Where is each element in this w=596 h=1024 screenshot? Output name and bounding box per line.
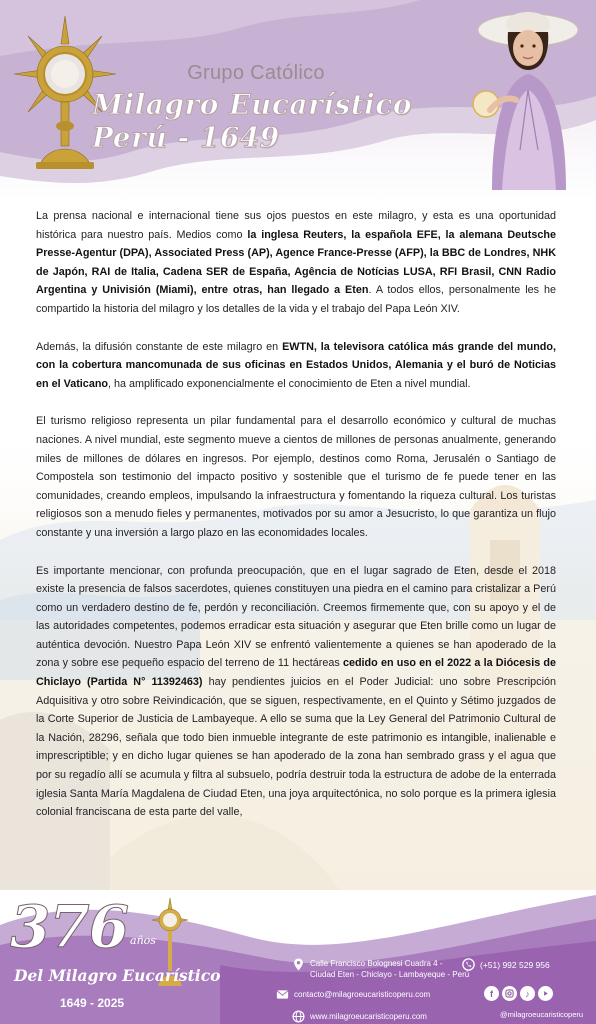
- phone-number: (+51) 992 529 956: [480, 959, 550, 970]
- paragraph-3: El turismo religioso representa un pilar fundamental para el desarrollo económico y cultural de muchas naciones. A nivel mundial, este segmento mueve a cientos de millones de personas anualmente, generando miles de millones de dólares en ingresos. Por ejemplo, destinos como Roma, Jerusalén o Santiago de Compostela son testimonio del impacto positivo y sostenible que el turismo de fe puede tener en las comunidades, creando empleos, impulsando la infraestructura y fomentando la riqueza cultural. Los turistas religiosos son a menudo fieles y permanentes, motivados por su amor a Jesucristo, lo que garantiza un flujo constante y una inversión a largo plazo en las economidades locales.: [36, 415, 556, 539]
- globe-icon: [292, 1010, 305, 1023]
- location-icon: [292, 958, 305, 971]
- article-body: [36, 207, 556, 841]
- anniversary-number: 376: [10, 893, 129, 961]
- saint-figure-icon: [462, 0, 596, 190]
- paragraph-4: Es importante mencionar, con profunda preocupación, que en el lugar sagrado de Eten, desde el 2018 existe la presencia de falsos sacerdotes, quienes constituyen una piedra en el camino para cristalizar a Perú como un verdadero destino de fe, perdón y reconciliación. Creemos firmemente que, con su apoyo y el de las autoridades competentes, podemos erradicar esta situación y asegurar que Eten brille como un lugar de auténtica devoción. Nuestro Papa León XIV se enfrentó valientemente a quienes se han apoderado de la zona y sobre ese pequeño espacio del terreno de 11 hectáreas cedido en uso en el 2022 a la Diócesis de Chiclayo (Partida N° 11392463) hay pendientes juicios en el Poder Judicial: uno sobre Prescripción Adquisitiva y otro sobre Reivindicación, que se siguen, respectivamente, en el Quinto y Sétimo juzgados de la Corte Superior de Justicia de Lambayeque. A ello se suma que la Ley General del Patrimonio Cultural de la Nación, 28296, señala que todo bien inmueble integrante de este patrimonio es intangible, inalienable e imprescriptible; y en dicho lugar quienes se han apoderado de la zona han sembrado grass y el agua que por su regadío allí se acumula y filtra al subsuelo, podría destruir toda la estructura de adobe de la enterrada iglesia Santa María Magdalena de Ciudad Eten, una joya arquitectónica, no solo porque es la primera iglesia colonial franciscana de esta parte del valle,: [36, 564, 556, 819]
- anniversary-years: 1649 - 2025: [60, 996, 125, 1010]
- email-address: contacto@milagroeucaristicoperu.com: [294, 990, 431, 999]
- header: [0, 0, 596, 200]
- instagram-icon[interactable]: [502, 986, 517, 1001]
- paragraph-1: La prensa nacional e internacional tiene sus ojos puestos en este milagro, y esta es una oportunidad histórica para nuestro país. Medios como la inglesa Reuters, la española EFE, la alemana Deutsche Presse-Agentur (DPA), Associated Press (AP), Agence France-Presse (AFP), la BBC de Londres, NHK de Japón, RAI de Italia, Cadena SER de España, Agência de Notícias LUSA, RFI Brasil, CNN Radio Argentina y Univisión (Miami), entre otras, han llegado a Eten. A todos ellos, personalmente les he compartido la historia del milagro y los detalles de la vida y el trabajo del Papa León XIV.: [36, 210, 556, 315]
- contact-phone[interactable]: [462, 958, 550, 971]
- contact-email[interactable]: [276, 988, 430, 1001]
- whatsapp-icon: [462, 958, 475, 971]
- anniversary-anos: años: [130, 934, 156, 947]
- contact-address: [292, 958, 469, 980]
- facebook-icon[interactable]: f: [484, 986, 499, 1001]
- address-line-2: Ciudad Eten - Chiclayo - Lambayeque - Perú: [310, 970, 470, 979]
- tiktok-icon[interactable]: ♪: [520, 986, 535, 1001]
- anniversary-subtitle: Del Milagro Eucarístico: [14, 966, 221, 985]
- group-script-title: Milagro Eucarístico Perú - 1649: [92, 88, 413, 154]
- website-url: www.milagroeucaristicoperu.com: [310, 1012, 427, 1021]
- social-icons: [484, 986, 556, 1001]
- social-handle[interactable]: @milagroeucaristicoperu: [500, 1010, 584, 1019]
- email-icon: [276, 988, 289, 1001]
- group-title: Grupo Católico: [187, 62, 325, 84]
- contact-website[interactable]: [292, 1010, 427, 1023]
- address-line-1: Calle Francisco Bolognesi Cuadra 4 -: [310, 959, 443, 968]
- paragraph-2: Además, la difusión constante de este milagro en EWTN, la televisora católica más grande del mundo, con la cobertura mancomunada de sus oficinas en Estados Unidos, Alemania y el buró de Noticias en el Vaticano, ha amplificado exponencialmente el conocimiento de Eten a nivel mundial.: [36, 340, 556, 390]
- youtube-icon[interactable]: [538, 986, 553, 1001]
